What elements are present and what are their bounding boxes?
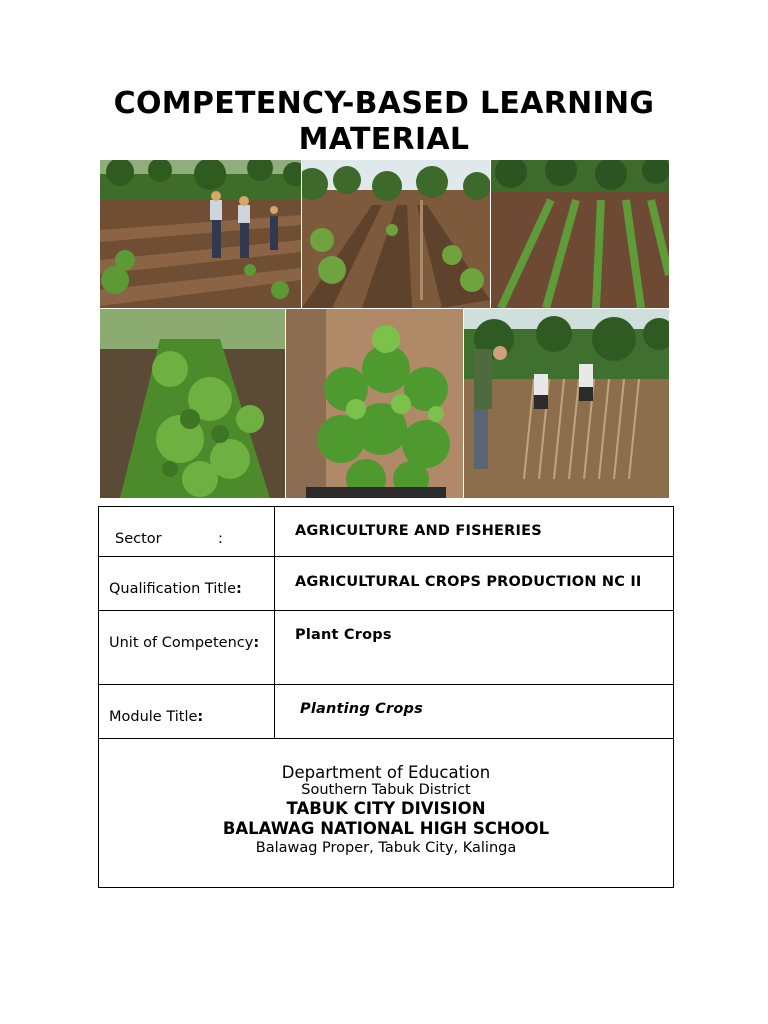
photo-furrowed-rows [302, 160, 490, 308]
info-table [98, 506, 674, 888]
photo-leafy-crops [100, 309, 285, 498]
sector-separator: : [218, 531, 223, 547]
unit-label-cell [99, 611, 275, 684]
title-line-2: MATERIAL [298, 122, 470, 157]
module-label-cell [99, 685, 275, 738]
unit-value: Plant Crops [295, 627, 392, 643]
qualification-label-cell [99, 557, 275, 610]
department-name: Department of Education [281, 763, 491, 782]
unit-value-cell [275, 611, 673, 684]
sector-label: Sector [115, 531, 162, 547]
school-address-block [99, 739, 673, 857]
school-name: BALAWAG NATIONAL HIGH SCHOOL [222, 819, 550, 838]
unit-label: Unit of Competency: [109, 635, 260, 651]
photo-students-tilling-soil [100, 160, 301, 308]
district-name: Southern Tabuk District [301, 782, 471, 798]
row-unit-of-competency [99, 611, 673, 685]
photo-students-trellis [464, 309, 669, 498]
document-title [60, 86, 708, 158]
module-label: Module Title: [109, 709, 204, 725]
photo-seedling-tray [286, 309, 463, 498]
sector-value-cell [275, 507, 673, 556]
qualification-label: Qualification Title: [109, 581, 242, 597]
sector-value: AGRICULTURE AND FISHERIES [295, 523, 542, 539]
row-module-title [99, 685, 673, 739]
module-value: Planting Crops [300, 701, 423, 717]
row-sector [99, 507, 673, 557]
module-value-cell [275, 685, 673, 738]
row-qualification-title [99, 557, 673, 611]
qualification-value: AGRICULTURAL CROPS PRODUCTION NC II [295, 574, 642, 590]
school-address: Balawag Proper, Tabuk City, Kalinga [255, 840, 517, 856]
title-line-1: COMPETENCY-BASED LEARNING [113, 86, 655, 121]
sector-label-cell [99, 507, 275, 556]
qualification-value-cell [275, 557, 673, 610]
division-name: TABUK CITY DIVISION [286, 799, 486, 818]
photo-crop-rows [491, 160, 669, 308]
